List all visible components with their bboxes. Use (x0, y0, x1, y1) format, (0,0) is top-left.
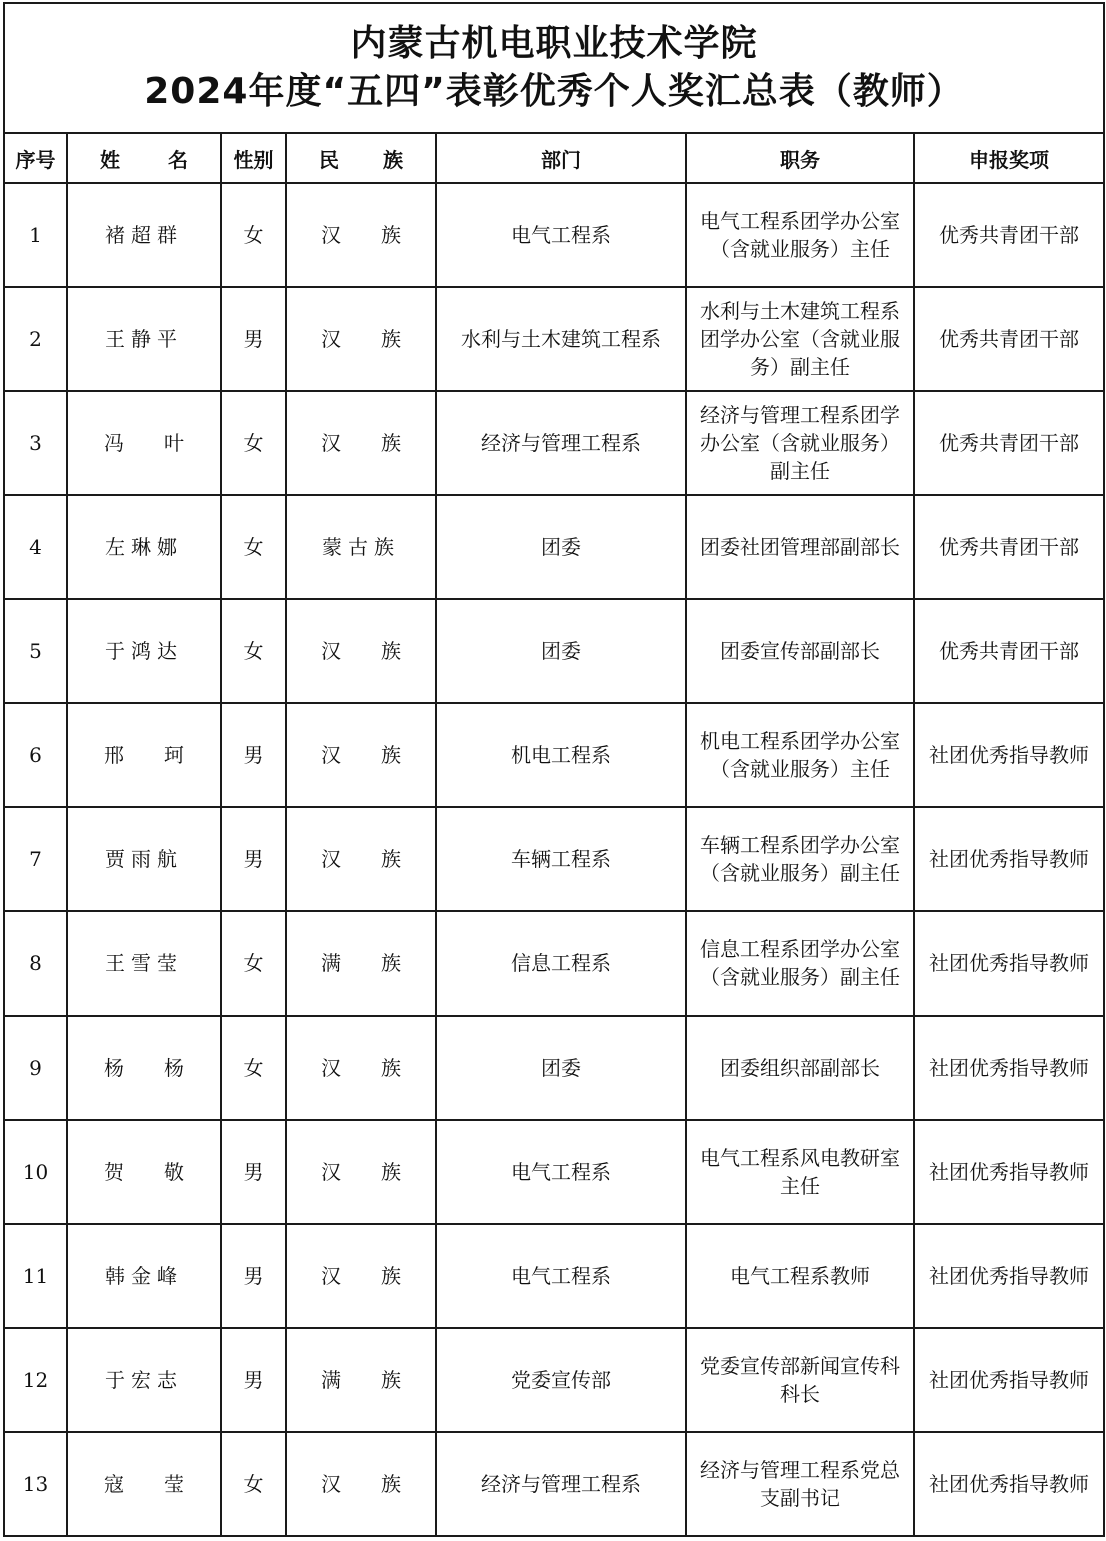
name-text: 左琳娜 (105, 535, 183, 560)
cell-department: 经济与管理工程系 (436, 1432, 686, 1536)
cell-index: 2 (4, 287, 67, 391)
table-row (4, 1016, 1104, 1120)
cell-ethnicity (286, 703, 436, 807)
ethnicity-text: 满 族 (321, 1367, 401, 1392)
name-text: 寇 莹 (104, 1471, 184, 1496)
cell-gender: 女 (221, 495, 286, 599)
cell-name (67, 807, 221, 911)
cell-award: 社团优秀指导教师 (914, 1328, 1104, 1432)
header-ethnicity-a: 民 (319, 147, 339, 172)
cell-ethnicity (286, 1120, 436, 1224)
cell-department: 车辆工程系 (436, 807, 686, 911)
cell-award: 社团优秀指导教师 (914, 1016, 1104, 1120)
cell-position: 电气工程系风电教研室主任 (686, 1120, 914, 1224)
cell-ethnicity (286, 1224, 436, 1328)
cell-position: 电气工程系团学办公室（含就业服务）主任 (686, 183, 914, 287)
cell-ethnicity (286, 807, 436, 911)
name-text: 杨 杨 (104, 1055, 184, 1080)
cell-index: 10 (4, 1120, 67, 1224)
ethnicity-text: 汉 族 (321, 1263, 401, 1288)
cell-award: 社团优秀指导教师 (914, 1224, 1104, 1328)
cell-department: 团委 (436, 599, 686, 703)
cell-department: 机电工程系 (436, 703, 686, 807)
cell-award: 社团优秀指导教师 (914, 911, 1104, 1015)
name-text: 于鸿达 (105, 639, 183, 664)
name-text: 王雪莹 (105, 951, 183, 976)
cell-award: 优秀共青团干部 (914, 599, 1104, 703)
ethnicity-text: 满 族 (321, 951, 401, 976)
cell-position: 团委宣传部副部长 (686, 599, 914, 703)
cell-award: 优秀共青团干部 (914, 287, 1104, 391)
cell-ethnicity (286, 287, 436, 391)
name-text: 王静平 (105, 327, 183, 352)
cell-position: 经济与管理工程系团学办公室（含就业服务）副主任 (686, 391, 914, 495)
table-row (4, 599, 1104, 703)
cell-award: 社团优秀指导教师 (914, 703, 1104, 807)
cell-position: 党委宣传部新闻宣传科科长 (686, 1328, 914, 1432)
cell-department: 党委宣传部 (436, 1328, 686, 1432)
cell-name (67, 287, 221, 391)
name-text: 贺 敬 (104, 1159, 184, 1184)
cell-gender: 女 (221, 1432, 286, 1536)
header-award: 申报奖项 (914, 133, 1104, 183)
header-ethnicity (286, 133, 436, 183)
cell-name (67, 1224, 221, 1328)
cell-gender: 女 (221, 183, 286, 287)
ethnicity-text: 汉 族 (321, 431, 401, 456)
cell-award: 社团优秀指导教师 (914, 1120, 1104, 1224)
cell-award: 优秀共青团干部 (914, 495, 1104, 599)
table-header-row (4, 133, 1104, 183)
ethnicity-text: 汉 族 (321, 743, 401, 768)
cell-index: 7 (4, 807, 67, 911)
table-body (4, 183, 1104, 1536)
cell-department: 团委 (436, 1016, 686, 1120)
cell-award: 优秀共青团干部 (914, 391, 1104, 495)
cell-ethnicity (286, 1432, 436, 1536)
name-text: 邢 珂 (104, 743, 184, 768)
cell-position: 机电工程系团学办公室（含就业服务）主任 (686, 703, 914, 807)
cell-position: 团委组织部副部长 (686, 1016, 914, 1120)
cell-index: 11 (4, 1224, 67, 1328)
cell-department: 电气工程系 (436, 1120, 686, 1224)
cell-department: 水利与土木建筑工程系 (436, 287, 686, 391)
cell-award: 优秀共青团干部 (914, 183, 1104, 287)
cell-index: 13 (4, 1432, 67, 1536)
cell-department: 信息工程系 (436, 911, 686, 1015)
cell-name (67, 599, 221, 703)
cell-name (67, 911, 221, 1015)
cell-index: 3 (4, 391, 67, 495)
cell-ethnicity (286, 1016, 436, 1120)
table-row (4, 1120, 1104, 1224)
ethnicity-text: 汉 族 (321, 1471, 401, 1496)
cell-department: 经济与管理工程系 (436, 391, 686, 495)
title-line-2: 2024年度“五四”表彰优秀个人奖汇总表（教师） (144, 71, 964, 112)
cell-name (67, 391, 221, 495)
cell-position: 经济与管理工程系党总支副书记 (686, 1432, 914, 1536)
award-summary-table (3, 2, 1105, 1537)
cell-name (67, 1016, 221, 1120)
cell-index: 12 (4, 1328, 67, 1432)
title-line-1: 内蒙古机电职业技术学院 (350, 23, 758, 64)
table-row (4, 495, 1104, 599)
header-index: 序号 (4, 133, 67, 183)
table-row (4, 1432, 1104, 1536)
cell-index: 8 (4, 911, 67, 1015)
table-row (4, 183, 1104, 287)
cell-position: 电气工程系教师 (686, 1224, 914, 1328)
cell-gender: 男 (221, 1120, 286, 1224)
header-department: 部门 (436, 133, 686, 183)
header-gender: 性别 (221, 133, 286, 183)
cell-gender: 女 (221, 599, 286, 703)
cell-name (67, 703, 221, 807)
header-name-b: 名 (168, 147, 188, 172)
cell-ethnicity (286, 391, 436, 495)
cell-index: 9 (4, 1016, 67, 1120)
cell-index: 4 (4, 495, 67, 599)
cell-ethnicity (286, 911, 436, 1015)
cell-index: 6 (4, 703, 67, 807)
cell-department: 电气工程系 (436, 1224, 686, 1328)
cell-ethnicity (286, 1328, 436, 1432)
cell-award: 社团优秀指导教师 (914, 807, 1104, 911)
cell-gender: 女 (221, 911, 286, 1015)
ethnicity-text: 蒙古族 (322, 535, 400, 560)
cell-ethnicity (286, 183, 436, 287)
cell-award: 社团优秀指导教师 (914, 1432, 1104, 1536)
cell-department: 团委 (436, 495, 686, 599)
cell-name (67, 1432, 221, 1536)
cell-name (67, 495, 221, 599)
cell-ethnicity (286, 495, 436, 599)
cell-gender: 男 (221, 1224, 286, 1328)
header-ethnicity-b: 族 (383, 147, 403, 172)
document-title (4, 3, 1104, 133)
table-row (4, 911, 1104, 1015)
header-name (67, 133, 221, 183)
table-row (4, 703, 1104, 807)
table-row (4, 391, 1104, 495)
ethnicity-text: 汉 族 (321, 847, 401, 872)
cell-index: 1 (4, 183, 67, 287)
cell-name (67, 183, 221, 287)
ethnicity-text: 汉 族 (321, 327, 401, 352)
cell-gender: 女 (221, 1016, 286, 1120)
name-text: 褚超群 (105, 223, 183, 248)
cell-gender: 女 (221, 391, 286, 495)
name-text: 冯 叶 (104, 431, 184, 456)
cell-position: 信息工程系团学办公室（含就业服务）副主任 (686, 911, 914, 1015)
cell-gender: 男 (221, 1328, 286, 1432)
cell-gender: 男 (221, 287, 286, 391)
cell-ethnicity (286, 599, 436, 703)
table-row (4, 1224, 1104, 1328)
name-text: 于宏志 (105, 1367, 183, 1392)
cell-gender: 男 (221, 807, 286, 911)
cell-name (67, 1328, 221, 1432)
name-text: 贾雨航 (105, 847, 183, 872)
ethnicity-text: 汉 族 (321, 1055, 401, 1080)
name-text: 韩金峰 (105, 1263, 183, 1288)
cell-gender: 男 (221, 703, 286, 807)
table-row (4, 807, 1104, 911)
cell-position: 车辆工程系团学办公室（含就业服务）副主任 (686, 807, 914, 911)
cell-position: 水利与土木建筑工程系团学办公室（含就业服务）副主任 (686, 287, 914, 391)
ethnicity-text: 汉 族 (321, 223, 401, 248)
table-row (4, 1328, 1104, 1432)
header-position: 职务 (686, 133, 914, 183)
table-row (4, 287, 1104, 391)
ethnicity-text: 汉 族 (321, 1159, 401, 1184)
ethnicity-text: 汉 族 (321, 639, 401, 664)
cell-position: 团委社团管理部副部长 (686, 495, 914, 599)
cell-index: 5 (4, 599, 67, 703)
cell-name (67, 1120, 221, 1224)
cell-department: 电气工程系 (436, 183, 686, 287)
header-name-a: 姓 (100, 147, 120, 172)
